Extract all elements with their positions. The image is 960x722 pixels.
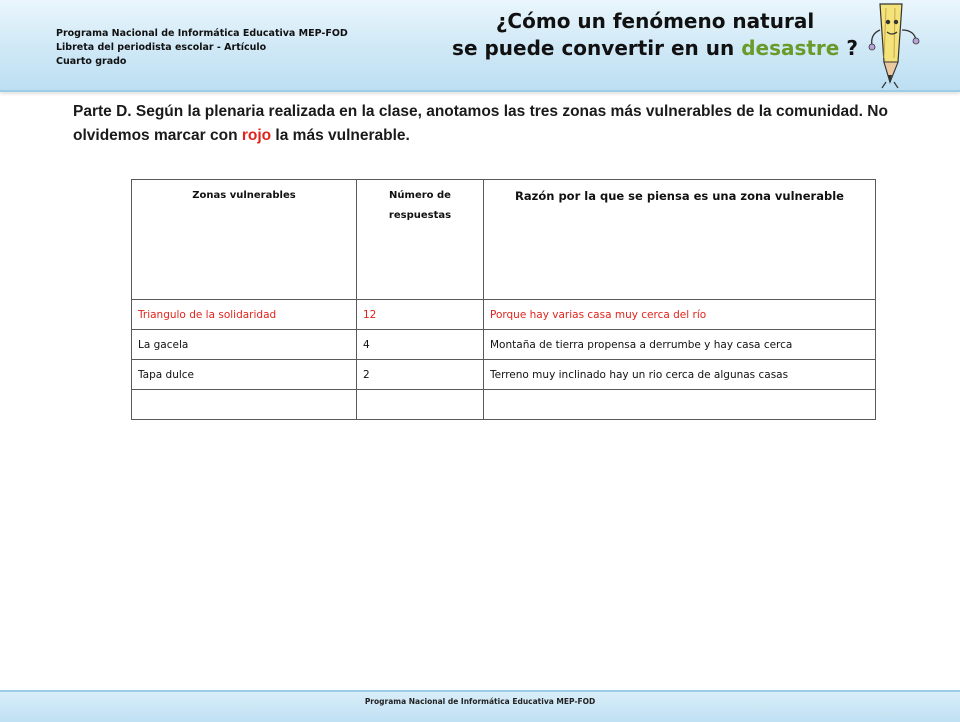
- title-accent-word: desastre: [741, 36, 840, 60]
- header-banner: [0, 0, 960, 92]
- instructions-post: la más vulnerable.: [271, 127, 410, 144]
- pencil-mascot-icon: [862, 0, 932, 90]
- instructions-red-word: rojo: [241, 127, 272, 144]
- footer-bar: [0, 690, 960, 722]
- title-line-2-pre: se puede convertir en un: [452, 36, 742, 60]
- cell-zona: Tapa dulce: [132, 360, 357, 390]
- cell-razon: Porque hay varias casa muy cerca del río: [484, 300, 876, 330]
- cell-razon: [484, 390, 876, 420]
- table-row: [132, 330, 876, 360]
- table-row: [132, 360, 876, 390]
- header-zonas: Zonas vulnerables: [132, 180, 357, 300]
- cell-razon: Terreno muy inclinado hay un rio cerca de algunas casas: [484, 360, 876, 390]
- page-title: [440, 8, 870, 62]
- cell-zona: [132, 390, 357, 420]
- instructions-text: [73, 100, 933, 148]
- program-info: [56, 27, 348, 69]
- cell-zona: La gacela: [132, 330, 357, 360]
- table-header-row: [132, 180, 876, 300]
- program-name: Programa Nacional de Informática Educativa MEP-FOD: [56, 28, 348, 39]
- table-row: [132, 390, 876, 420]
- notebook-name: Libreta del periodista escolar - Artículo: [56, 42, 267, 53]
- cell-zona: Triangulo de la solidaridad: [132, 300, 357, 330]
- title-line-1: ¿Cómo un fenómeno natural: [495, 9, 815, 33]
- title-line-2-post: ?: [839, 36, 858, 60]
- header-razon: Razón por la que se piensa es una zona vulnerable: [484, 180, 876, 300]
- cell-numero: 12: [357, 300, 484, 330]
- cell-numero: 4: [357, 330, 484, 360]
- footer-text: Programa Nacional de Informática Educativa MEP-FOD: [364, 697, 596, 706]
- table-row: [132, 300, 876, 330]
- cell-numero: 2: [357, 360, 484, 390]
- grade-label: Cuarto grado: [56, 56, 127, 67]
- cell-razon: Montaña de tierra propensa a derrumbe y hay casa cerca: [484, 330, 876, 360]
- instructions-pre: Parte D. Según la plenaria realizada en la clase, anotamos las tres zonas más vulnerables de la comunidad. No olvidemos marcar con: [73, 103, 888, 144]
- title-line-2: [440, 35, 870, 62]
- vulnerable-zones-table: [131, 179, 876, 420]
- header-numero: Número de respuestas: [357, 180, 484, 300]
- cell-numero: [357, 390, 484, 420]
